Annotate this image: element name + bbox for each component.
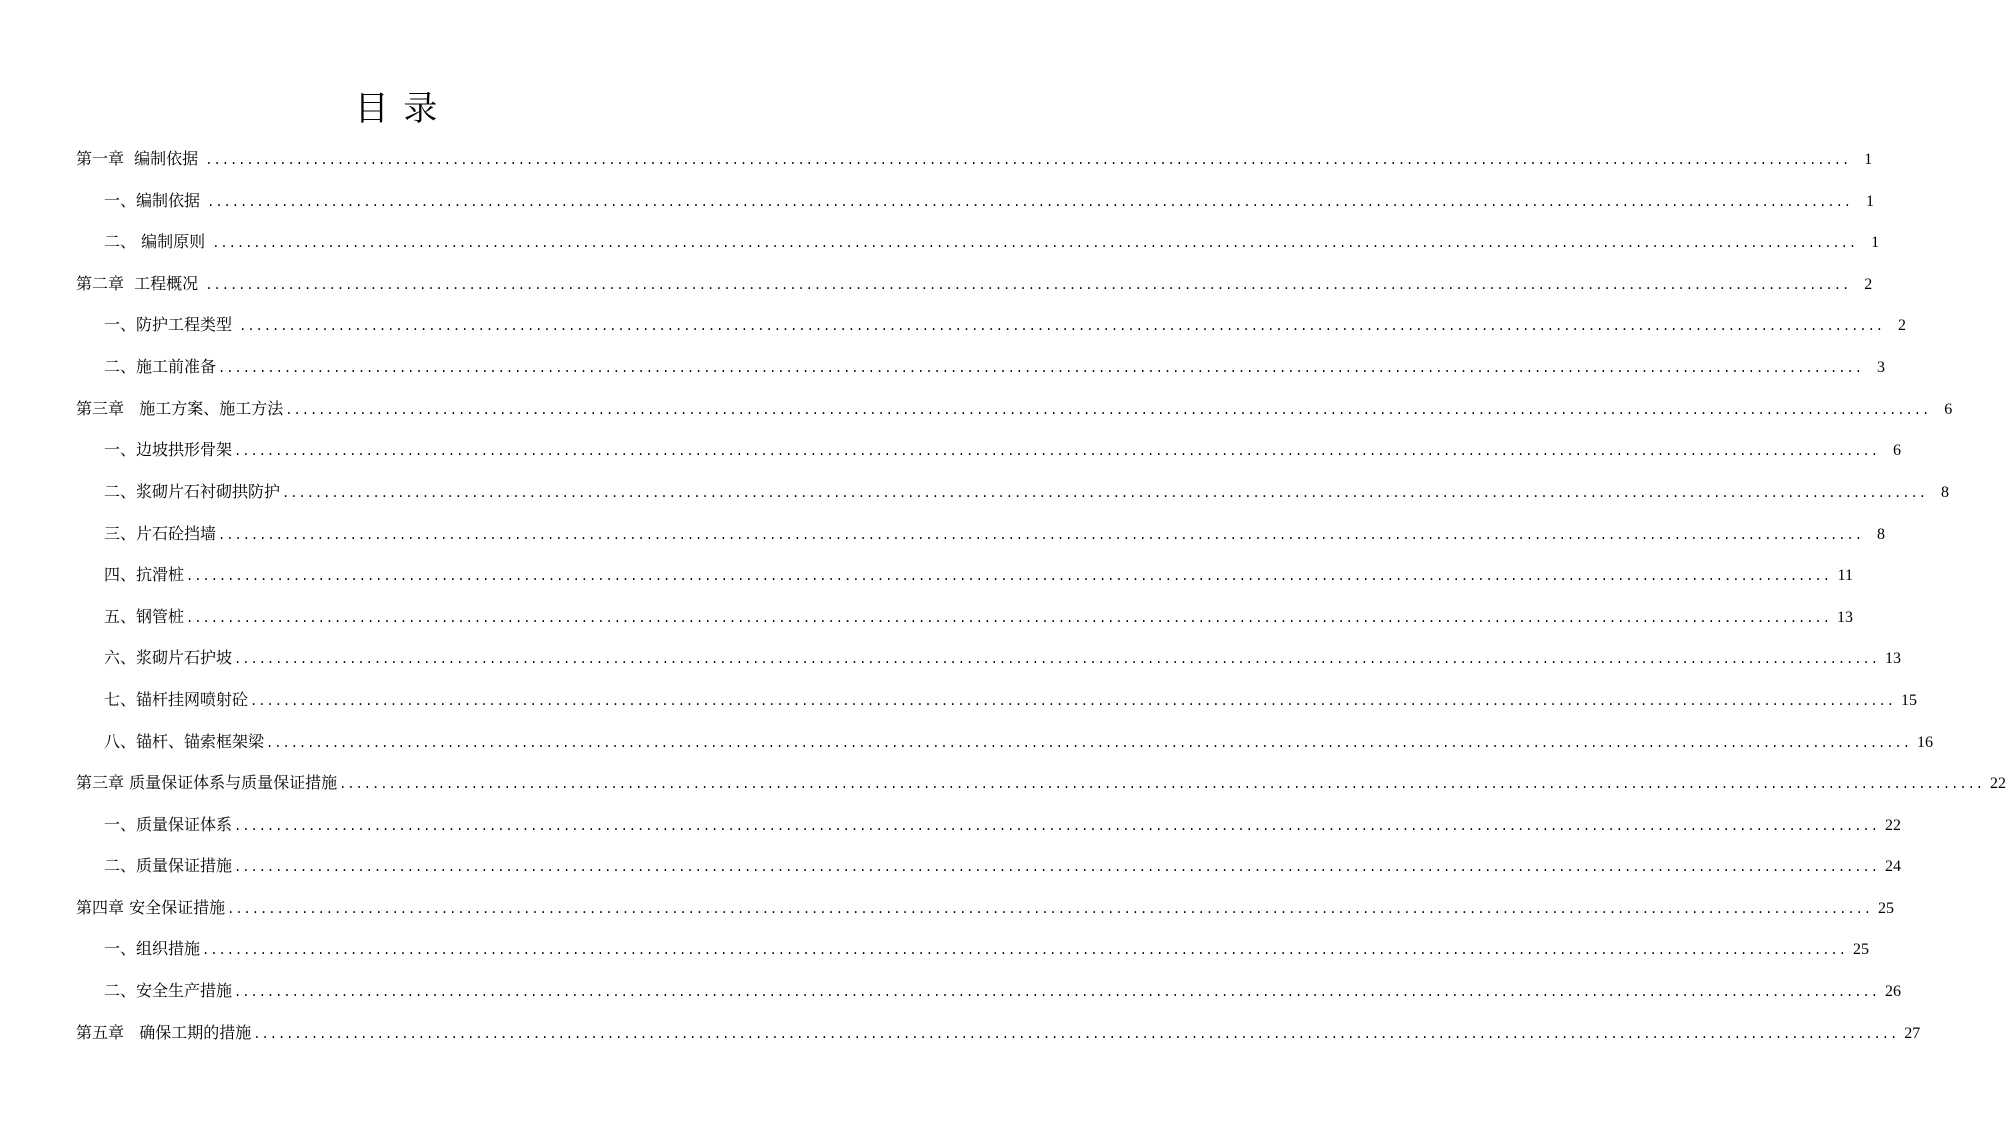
toc-leader-dots: ........................................................................................................................................................................................................	[186, 611, 1831, 625]
toc-entry-label: 一、组织措施	[104, 939, 201, 958]
toc-page-number: 6	[1944, 401, 1953, 418]
toc-leader-dots: ........................................................................................................................................................................................................	[234, 444, 1879, 458]
toc-entry-section[interactable]	[104, 936, 1869, 962]
toc-entry-section[interactable]	[104, 437, 1901, 463]
toc-page-number: 8	[1940, 484, 1949, 501]
toc-entry-label: 一、防护工程类型	[104, 315, 238, 334]
toc-entry-section[interactable]	[104, 312, 1907, 338]
toc-leader-dots: ........................................................................................................................................................................................................	[202, 943, 1847, 957]
toc-entry-chapter-3[interactable]	[76, 396, 1953, 422]
toc-leader-dots: ........................................................................................................................................................................................................	[253, 1027, 1899, 1041]
toc-entry-section[interactable]	[104, 604, 1853, 630]
toc-entry-label: 第三章 质量保证体系与质量保证措施	[76, 773, 338, 792]
toc-leader-dots: ........................................................................................................................................................................................................	[285, 403, 1931, 417]
toc-entry-section[interactable]	[104, 354, 1885, 380]
toc-page-number: 1	[1866, 193, 1875, 210]
toc-page-number: 6	[1892, 442, 1901, 459]
toc-entry-label: 四、抗滑桩	[104, 565, 185, 584]
toc-page-number: 13	[1884, 650, 1901, 667]
toc-page-number: 15	[1900, 692, 1917, 709]
toc-page-number: 8	[1876, 526, 1885, 543]
toc-leader-dots: ........................................................................................................................................................................................................	[205, 278, 1851, 292]
toc-entry-section[interactable]	[104, 188, 1875, 214]
toc-leader-dots: ........................................................................................................................................................................................................	[234, 819, 1879, 833]
toc-entry-label: 第四章 安全保证措施	[76, 898, 226, 917]
toc-leader-dots: ........................................................................................................................................................................................................	[205, 153, 1851, 167]
toc-page-number: 22	[1990, 775, 2006, 792]
toc-entry-section[interactable]	[104, 645, 1901, 671]
toc-leader-dots: ........................................................................................................................................................................................................	[227, 902, 1873, 916]
toc-leader-dots: ........................................................................................................................................................................................................	[218, 361, 1863, 375]
toc-leader-dots: ........................................................................................................................................................................................................	[207, 195, 1853, 209]
toc-entry-section[interactable]	[104, 229, 1880, 255]
toc-entry-label: 五、钢管桩	[104, 607, 185, 626]
toc-page-number: 1	[1871, 234, 1880, 251]
toc-entry-chapter-1[interactable]	[76, 146, 1873, 172]
toc-entry-section[interactable]	[104, 521, 1885, 547]
toc-leader-dots: ........................................................................................................................................................................................................	[239, 319, 1885, 333]
toc-entry-chapter-4[interactable]	[76, 895, 1895, 921]
toc-leader-dots: ........................................................................................................................................................................................................	[266, 736, 1911, 750]
toc-leader-dots: ........................................................................................................................................................................................................	[186, 569, 1831, 583]
toc-leader-dots: ........................................................................................................................................................................................................	[234, 652, 1879, 666]
toc-title: 目 录	[354, 89, 440, 129]
toc-leader-dots: ........................................................................................................................................................................................................	[250, 694, 1895, 708]
toc-entry-label: 一、质量保证体系	[104, 815, 233, 834]
toc-page-number: 27	[1904, 1025, 1921, 1042]
toc-entry-label: 二、 编制原则	[104, 232, 211, 251]
toc-entry-label: 一、编制依据	[104, 191, 206, 210]
toc-entry-label: 第一章 编制依据	[76, 149, 204, 168]
toc-leader-dots: ........................................................................................................................................................................................................	[218, 528, 1863, 542]
toc-page-number: 11	[1837, 567, 1853, 584]
toc-leader-dots: ........................................................................................................................................................................................................	[282, 486, 1927, 500]
toc-entry-label: 六、浆砌片石护坡	[104, 648, 233, 667]
toc-page-number: 16	[1916, 734, 1933, 751]
toc-page-number: 2	[1864, 276, 1873, 293]
toc-entry-chapter-2[interactable]	[76, 271, 1873, 297]
toc-entry-section[interactable]	[104, 687, 1917, 713]
toc-entry-chapter-quality[interactable]	[76, 770, 2006, 796]
toc-entry-label: 第二章 工程概况	[76, 274, 204, 293]
toc-entry-chapter-5[interactable]	[76, 1020, 1921, 1046]
toc-entry-label: 一、边坡拱形骨架	[104, 440, 233, 459]
toc-page-number: 13	[1836, 609, 1853, 626]
toc-entry-label: 二、安全生产措施	[104, 981, 233, 1000]
toc-entry-label: 第三章 施工方案、施工方法	[76, 399, 284, 418]
toc-leader-dots: ........................................................................................................................................................................................................	[339, 777, 1985, 791]
toc-page-number: 26	[1884, 983, 1901, 1000]
toc-leader-dots: ........................................................................................................................................................................................................	[234, 985, 1879, 999]
toc-entry-section[interactable]	[104, 562, 1853, 588]
toc-leader-dots: ........................................................................................................................................................................................................	[212, 236, 1858, 250]
toc-entry-section[interactable]	[104, 479, 1949, 505]
toc-entry-section[interactable]	[104, 978, 1901, 1004]
toc-entry-section[interactable]	[104, 853, 1901, 879]
toc-page-number: 25	[1852, 941, 1869, 958]
toc-entry-section[interactable]	[104, 729, 1933, 755]
toc-page-number: 22	[1884, 817, 1901, 834]
toc-entry-section[interactable]	[104, 812, 1901, 838]
toc-entry-label: 八、锚杆、锚索框架梁	[104, 732, 265, 751]
toc-entry-label: 二、施工前准备	[104, 357, 217, 376]
toc-entry-label: 三、片石砼挡墙	[104, 524, 217, 543]
toc-page-number: 1	[1864, 151, 1873, 168]
toc-leader-dots: ........................................................................................................................................................................................................	[234, 860, 1879, 874]
toc-page-number: 24	[1884, 858, 1901, 875]
toc-entry-label: 二、质量保证措施	[104, 856, 233, 875]
toc-page-number: 25	[1878, 900, 1895, 917]
toc-page-number: 2	[1898, 317, 1907, 334]
toc-entry-label: 二、浆砌片石衬砌拱防护	[104, 482, 281, 501]
toc-entry-label: 第五章 确保工期的措施	[76, 1023, 252, 1042]
toc-page-number: 3	[1876, 359, 1885, 376]
toc-entry-label: 七、锚杆挂网喷射砼	[104, 690, 249, 709]
